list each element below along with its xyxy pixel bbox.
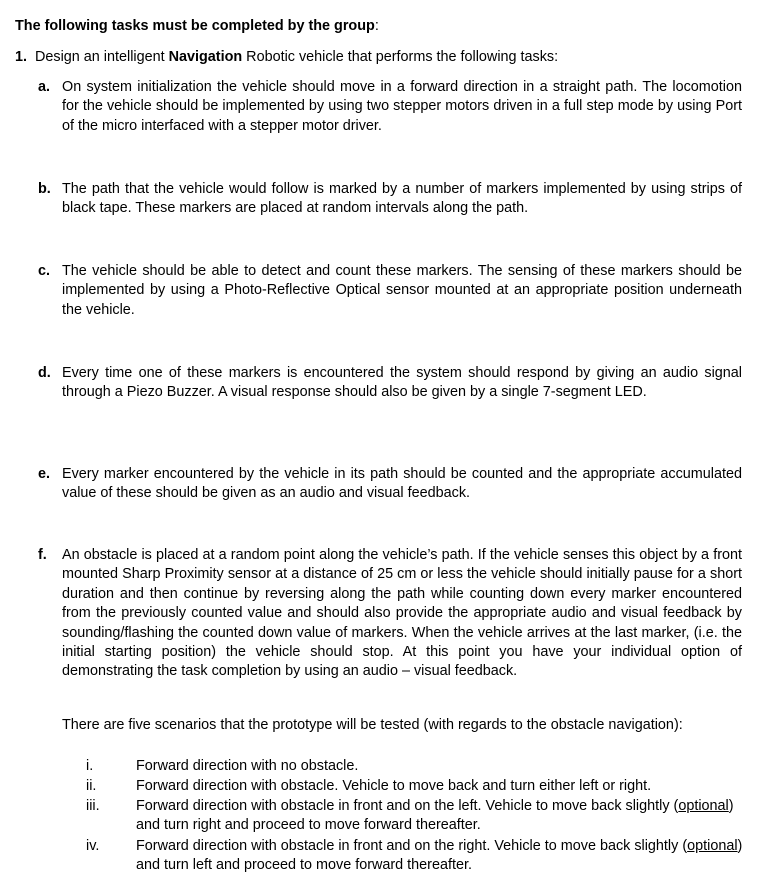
scenario-text-after: ) and turn left and proceed to move forward thereafter. — [136, 838, 743, 874]
section-heading — [15, 16, 379, 36]
item-text: The vehicle should be able to detect and count these markers. The sensing of these markers should be implemented by using a Photo-Reflective Optical sensor mounted at an appropriate position underneath the vehicle. — [62, 263, 742, 318]
item-text: Every marker encountered by the vehicle in its path should be counted and the appropriate accumulated value of these should be given as an audio and visual feedback. — [62, 466, 742, 502]
heading-text: The following tasks must be completed by the group — [15, 18, 375, 34]
task-text-after: Robotic vehicle that performs the following tasks: — [242, 49, 559, 65]
scenario-numeral: i. — [86, 758, 94, 774]
list-item-f — [38, 546, 742, 682]
task-1 — [15, 47, 558, 67]
scenario-text-before: Forward direction with obstacle in front and on the left. Vehicle to move back slightly ( — [136, 798, 679, 814]
list-item-a — [38, 78, 742, 136]
item-label: e. — [38, 466, 51, 482]
scenario-text: Forward direction with obstacle. Vehicle to move back and turn either left or right. — [136, 778, 652, 794]
item-label: f. — [38, 547, 47, 563]
item-text: An obstacle is placed at a random point along the vehicle’s path. If the vehicle senses this object by a front mounted Sharp Proximity sensor at a distance of 25 cm or less the vehicle should initially pause for a short duration and then continue by reversing along the path while counting down every marker encountered from the previously counted value and should also provide the appropriate audio and visual feedback by sounding/flashing the counted down value of markers. When the vehicle arrives at the last marker, (i.e. the initial starting position) the vehicle should stop. At this point you have your individual option of demonstrating the task completion by using an audio – visual feedback. — [62, 547, 742, 680]
scenario-iii — [86, 797, 746, 836]
item-text: Every time one of these markers is encountered the system should respond by giving an audio signal through a Piezo Buzzer. A visual response should also be given by a single 7-segment LED. — [62, 365, 742, 401]
heading-suffix: : — [374, 18, 379, 34]
scenario-text — [136, 837, 746, 876]
scenario-numeral: iv. — [86, 838, 100, 854]
scenario-iv — [86, 837, 746, 876]
scenario-ii — [86, 777, 746, 796]
scenario-text: Forward direction with no obstacle. — [136, 758, 359, 774]
scenario-text-before: Forward direction with obstacle in front and on the right. Vehicle to move back slightly ( — [136, 838, 688, 854]
item-label: a. — [38, 79, 51, 95]
list-item-c — [38, 262, 742, 320]
task-number: 1. — [15, 49, 28, 65]
scenario-text-after: ) and turn right and proceed to move forward thereafter. — [136, 798, 734, 834]
list-item-d — [38, 364, 742, 403]
item-text: On system initialization the vehicle should move in a forward direction in a straight path. The locomotion for the vehicle should be implemented by using two stepper motors driven in a full step mode by using Port of the micro interfaced with a stepper motor driver. — [62, 79, 742, 134]
item-label: d. — [38, 365, 51, 381]
task-text-bold: Navigation — [168, 49, 243, 65]
item-label: c. — [38, 263, 51, 279]
list-item-b — [38, 180, 742, 219]
scenarios-intro: There are five scenarios that the prototype will be tested (with regards to the obstacle navigation): — [62, 717, 683, 733]
item-label: b. — [38, 181, 51, 197]
scenario-text — [136, 797, 746, 836]
scenario-i — [86, 757, 746, 776]
scenario-numeral: iii. — [86, 798, 100, 814]
item-text: The path that the vehicle would follow is marked by a number of markers implemented by using strips of black tape. These markers are placed at random intervals along the path. — [62, 181, 742, 217]
task-text-before: Design an intelligent — [35, 49, 169, 65]
optional-underlined: optional — [678, 798, 729, 814]
list-item-e — [38, 465, 742, 504]
scenario-numeral: ii. — [86, 778, 97, 794]
optional-underlined: optional — [687, 838, 738, 854]
